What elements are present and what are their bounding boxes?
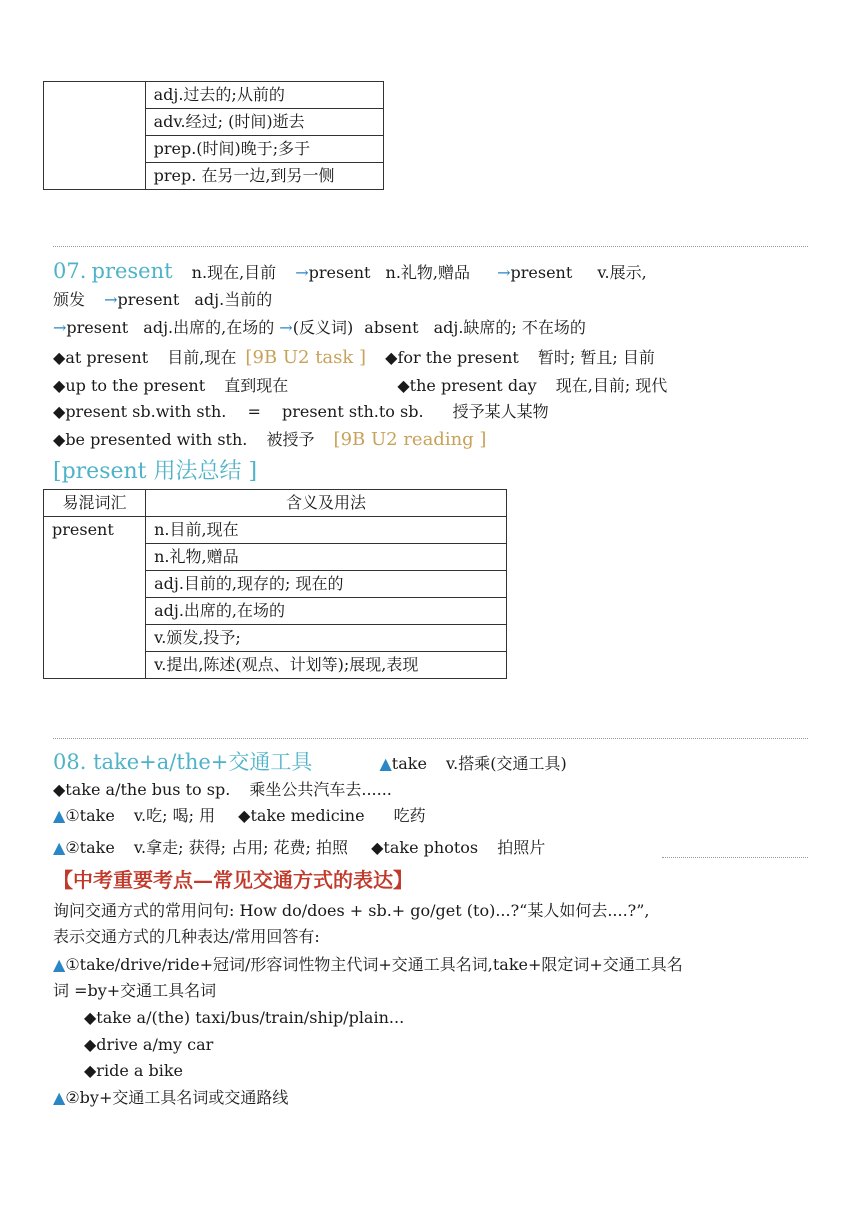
arrow-icon: → xyxy=(279,318,293,337)
table-header-cell: 含义及用法 xyxy=(146,490,507,517)
exam-paragraph-4: 词 =by+交通工具名词 xyxy=(53,981,217,1000)
phrase: present sb.with sth. xyxy=(65,402,227,421)
exam-example-1: ◆take a/(the) taxi/bus/train/ship/plain... xyxy=(84,1008,405,1027)
meaning: 拍照片 xyxy=(497,838,546,857)
triangle-icon: ▲ xyxy=(53,955,66,974)
word: absent xyxy=(364,318,419,337)
arrow-icon: → xyxy=(104,290,118,309)
triangle-icon: ▲ xyxy=(379,754,392,773)
section-word: present xyxy=(91,259,173,283)
table-word-cell: present xyxy=(44,517,146,679)
word: present xyxy=(117,290,180,309)
source-tag: [9B U2 task ] xyxy=(245,347,367,368)
table-cell: v.提出,陈述(观点、计划等);展现,表现 xyxy=(146,652,507,679)
table-cell: adj.目前的,现存的; 现在的 xyxy=(146,571,507,598)
meaning: 吃药 xyxy=(393,806,426,825)
phrase: ◆take photos xyxy=(371,838,479,857)
exam-example-3: ◆ride a bike xyxy=(84,1061,184,1080)
meaning: 被授予 xyxy=(266,430,315,449)
section-07-line-1 xyxy=(53,258,647,286)
divider xyxy=(53,738,808,739)
phrase: ◆take medicine xyxy=(238,806,365,825)
phrase: ◆take a/the bus to sp. xyxy=(53,780,231,799)
meaning: 乘坐公共汽车去...... xyxy=(249,780,392,799)
word: present xyxy=(308,263,371,282)
phrase: up to the present xyxy=(65,376,206,395)
section-07-line-2 xyxy=(53,290,272,310)
exam-paragraph-3 xyxy=(53,955,683,975)
diamond-icon: ◆ xyxy=(53,348,66,367)
table-empty-cell xyxy=(44,82,146,190)
table-cell: n.礼物,赠品 xyxy=(146,544,507,571)
meaning: v.拿走; 获得; 占用; 花费; 拍照 xyxy=(133,838,349,857)
phrase: be presented with sth. xyxy=(65,430,248,449)
exam-example-2: ◆drive a/my car xyxy=(84,1035,214,1054)
section-08-line-1 xyxy=(53,780,392,800)
divider xyxy=(662,857,808,858)
word: ①take xyxy=(65,806,115,825)
arrow-icon: → xyxy=(497,263,511,282)
section-08-line-3 xyxy=(53,838,545,858)
phrase: at present xyxy=(65,348,149,367)
diamond-icon: ◆ xyxy=(53,430,66,449)
phrase: for the present xyxy=(397,348,519,367)
exam-paragraph-2: 表示交通方式的几种表达/常用回答有: xyxy=(53,927,320,946)
meaning: 暂时; 暂且; 目前 xyxy=(537,348,655,367)
word: ②take xyxy=(65,838,115,857)
table-cell: n.目前,现在 xyxy=(146,517,507,544)
diamond-icon: ◆ xyxy=(53,402,66,421)
section-07-line-3 xyxy=(53,318,586,338)
meaning: 颁发 xyxy=(53,290,86,309)
triangle-icon: ▲ xyxy=(53,838,66,857)
summary-title: [present 用法总结 ] xyxy=(53,459,258,484)
meaning: adj.缺席的; 不在场的 xyxy=(433,318,586,337)
exam-point-title: 【中考重要考点—常见交通方式的表达】 xyxy=(53,868,413,892)
section-07-line-6 xyxy=(53,402,549,422)
table-cell: v.颁发,投予; xyxy=(146,625,507,652)
meaning: 授予某人某物 xyxy=(452,402,549,421)
section-title: 08. take+a/the+交通工具 xyxy=(53,750,313,774)
triangle-icon: ▲ xyxy=(53,806,66,825)
diamond-icon: ◆ xyxy=(53,376,66,395)
table-cell: adj.过去的;从前的 xyxy=(145,82,383,109)
phrase: the present day xyxy=(409,376,537,395)
antonym-label: (反义词) xyxy=(292,318,354,337)
word: present xyxy=(510,263,573,282)
section-07-line-7 xyxy=(53,428,486,452)
section-number: 07. xyxy=(53,259,87,283)
meaning: n.现在,目前 xyxy=(191,263,277,282)
table-present-usage xyxy=(43,489,507,679)
table-word-meanings-top xyxy=(43,81,384,190)
equals: = xyxy=(247,402,261,421)
table-header-cell: 易混词汇 xyxy=(44,490,146,517)
table-cell: adv.经过; (时间)逝去 xyxy=(145,109,383,136)
meaning: adj.当前的 xyxy=(194,290,273,309)
paragraph-text: ①take/drive/ride+冠词/形容词性物主代词+交通工具名词,take+限定词+交通工具名 xyxy=(65,955,683,974)
meaning: v.搭乘(交通工具) xyxy=(446,754,567,773)
table-cell: prep. 在另一边,到另一侧 xyxy=(145,163,383,190)
meaning: v.吃; 喝; 用 xyxy=(133,806,216,825)
word: present xyxy=(66,318,129,337)
section-08-line-title xyxy=(53,748,567,778)
diamond-icon: ◆ xyxy=(385,348,398,367)
meaning: n.礼物,赠品 xyxy=(385,263,471,282)
section-08-line-2 xyxy=(53,806,426,826)
arrow-icon: → xyxy=(53,318,67,337)
meaning: adj.出席的,在场的 xyxy=(143,318,275,337)
diamond-icon: ◆ xyxy=(397,376,410,395)
table-cell: prep.(时间)晚于;多于 xyxy=(145,136,383,163)
source-tag: [9B U2 reading ] xyxy=(333,429,487,450)
triangle-icon: ▲ xyxy=(53,1088,66,1107)
table-cell: adj.出席的,在场的 xyxy=(146,598,507,625)
meaning: 目前,现在 xyxy=(167,348,237,367)
meaning: 现在,目前; 现代 xyxy=(555,376,668,395)
divider xyxy=(53,246,808,247)
meaning: v.展示, xyxy=(597,263,647,282)
section-07-line-5 xyxy=(53,376,667,396)
exam-paragraph-1: 询问交通方式的常用问句: How do/does + sb.+ go/get (to)...?“某人如何去....?”, xyxy=(53,901,650,920)
word: take xyxy=(391,754,427,773)
arrow-icon: → xyxy=(295,263,309,282)
meaning: 直到现在 xyxy=(224,376,289,395)
phrase: present sth.to sb. xyxy=(281,402,424,421)
paragraph-text: ②by+交通工具名词或交通路线 xyxy=(65,1088,289,1107)
section-07-line-4 xyxy=(53,346,655,370)
exam-paragraph-5 xyxy=(53,1088,288,1108)
